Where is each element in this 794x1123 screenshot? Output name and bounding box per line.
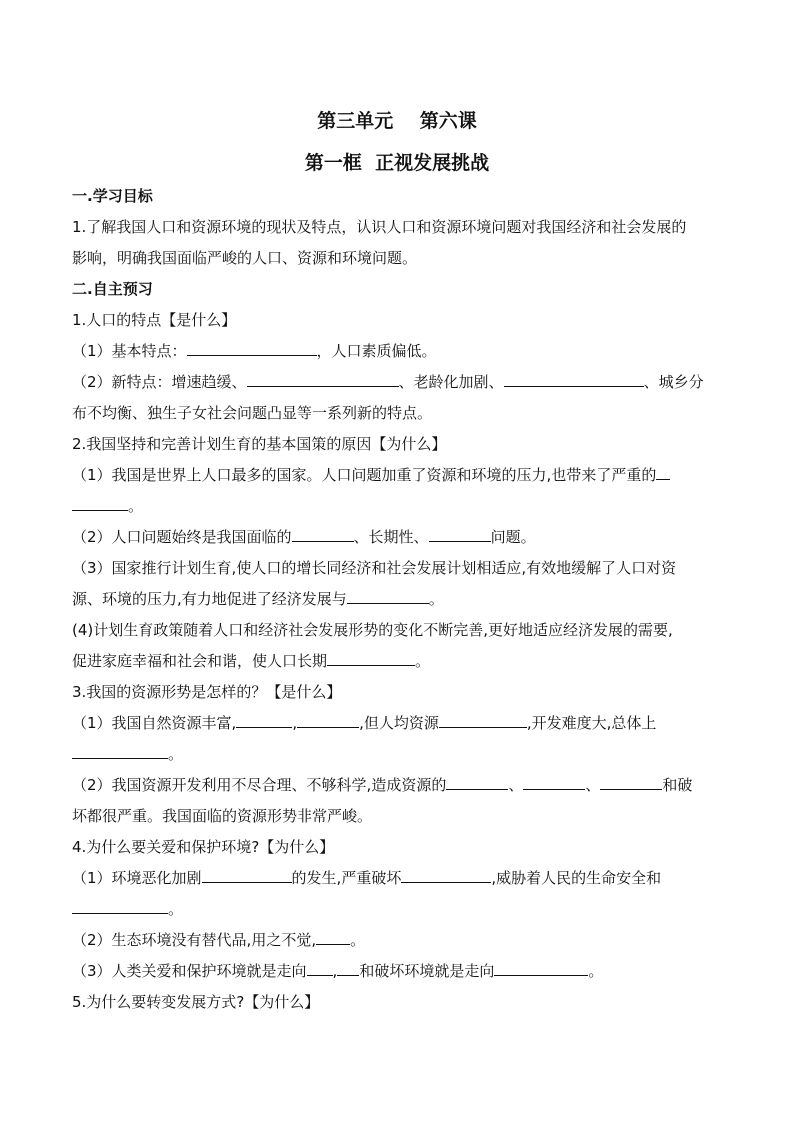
question-1-answer-2-cont: 布不均衡、独生子女社会问题凸显等一系列新的特点。 xyxy=(72,404,433,422)
blank[interactable] xyxy=(236,713,292,728)
question-3-answer-1: （1）我国自然资源丰富, , ,但人均资源 ,开发难度大,总体上 xyxy=(72,714,657,732)
unit-title: 第三单元 第六课 xyxy=(317,110,477,132)
goal-text-line2: 影响，明确我国面临严峻的人口、资源和环境问题。 xyxy=(72,249,418,267)
blank[interactable] xyxy=(600,775,662,790)
question-2-answer-2: （2）人口问题始终是我国面临的 、长期性、 问题。 xyxy=(72,528,536,546)
blank[interactable] xyxy=(72,744,168,759)
question-4-answer-1-cont: 。 xyxy=(72,899,183,919)
question-2-answer-3: （3）国家推行计划生育,使人口的增长同经济和社会发展计划相适应,有效地缓解了人口对资 xyxy=(72,559,677,577)
blank[interactable] xyxy=(316,930,350,945)
blank[interactable] xyxy=(72,899,168,914)
blank[interactable] xyxy=(297,713,359,728)
section-heading-goals: 一.学习目标 xyxy=(72,187,153,205)
blank[interactable] xyxy=(523,775,585,790)
question-2-answer-3-cont: 源、环境的压力,有力地促进了经济发展与 。 xyxy=(72,590,444,608)
question-4-title: 4.为什么要关爱和保护环境?【为什么】 xyxy=(72,838,335,856)
blank[interactable] xyxy=(327,651,415,666)
question-4-answer-3: （3）人类关爱和保护环境就是走向 , 和破坏环境就是走向 。 xyxy=(72,962,604,980)
blank[interactable] xyxy=(439,713,527,728)
blank[interactable] xyxy=(337,961,359,976)
question-2-answer-4: (4)计划生育政策随着人口和经济社会发展形势的变化不断完善,更好地适应经济发展的需要, xyxy=(72,621,673,639)
question-2-answer-1: （1）我国是世界上人口最多的国家。人口问题加重了资源和环境的压力,也带来了严重的 xyxy=(72,465,670,485)
question-2-title: 2.我国坚持和完善计划生育的基本国策的原因【为什么】 xyxy=(72,435,447,453)
blank[interactable] xyxy=(202,868,292,883)
section-title: 第一框 正视发展挑战 xyxy=(304,152,490,174)
question-2-answer-4-cont: 促进家庭幸福和社会和谐，使人口长期 。 xyxy=(72,652,431,670)
question-1-answer-2: （2）新特点：增速趋缓、 、老龄化加剧、 、城乡分 xyxy=(72,373,704,391)
section-heading-preview: 二.自主预习 xyxy=(72,280,153,298)
blank[interactable] xyxy=(656,465,670,480)
blank[interactable] xyxy=(292,527,354,542)
blank[interactable] xyxy=(307,961,333,976)
question-1-answer-1: （1）基本特点： ，人口素质偏低。 xyxy=(72,342,437,360)
question-4-answer-1: （1）环境恶化加剧 的发生,严重破坏 ,威胁着人民的生命安全和 xyxy=(72,869,662,887)
question-2-answer-1-cont: 。 xyxy=(72,496,143,516)
blank[interactable] xyxy=(446,775,508,790)
question-1-title: 1.人口的特点【是什么】 xyxy=(72,311,237,329)
question-4-answer-2: （2）生态环境没有替代品,用之不觉, 。 xyxy=(72,931,366,949)
goal-text-line1: 1.了解我国人口和资源环境的现状及特点，认识人口和资源环境问题对我国经济和社会发展的 xyxy=(72,218,687,236)
blank[interactable] xyxy=(504,372,644,387)
blank[interactable] xyxy=(347,589,429,604)
question-3-answer-1-cont: 。 xyxy=(72,744,183,764)
question-3-title: 3.我国的资源形势是怎样的？【是什么】 xyxy=(72,683,342,701)
blank[interactable] xyxy=(401,868,491,883)
question-3-answer-2: （2）我国资源开发利用不尽合理、不够科学,造成资源的 、 、 和破 xyxy=(72,776,693,794)
question-3-answer-2-cont: 坏都很严重。我国面临的资源形势非常严峻。 xyxy=(72,807,373,825)
blank[interactable] xyxy=(494,961,588,976)
blank[interactable] xyxy=(429,527,491,542)
blank[interactable] xyxy=(247,372,399,387)
blank[interactable] xyxy=(187,341,317,356)
question-5-title: 5.为什么要转变发展方式?【为什么】 xyxy=(72,993,320,1011)
blank[interactable] xyxy=(72,496,128,511)
